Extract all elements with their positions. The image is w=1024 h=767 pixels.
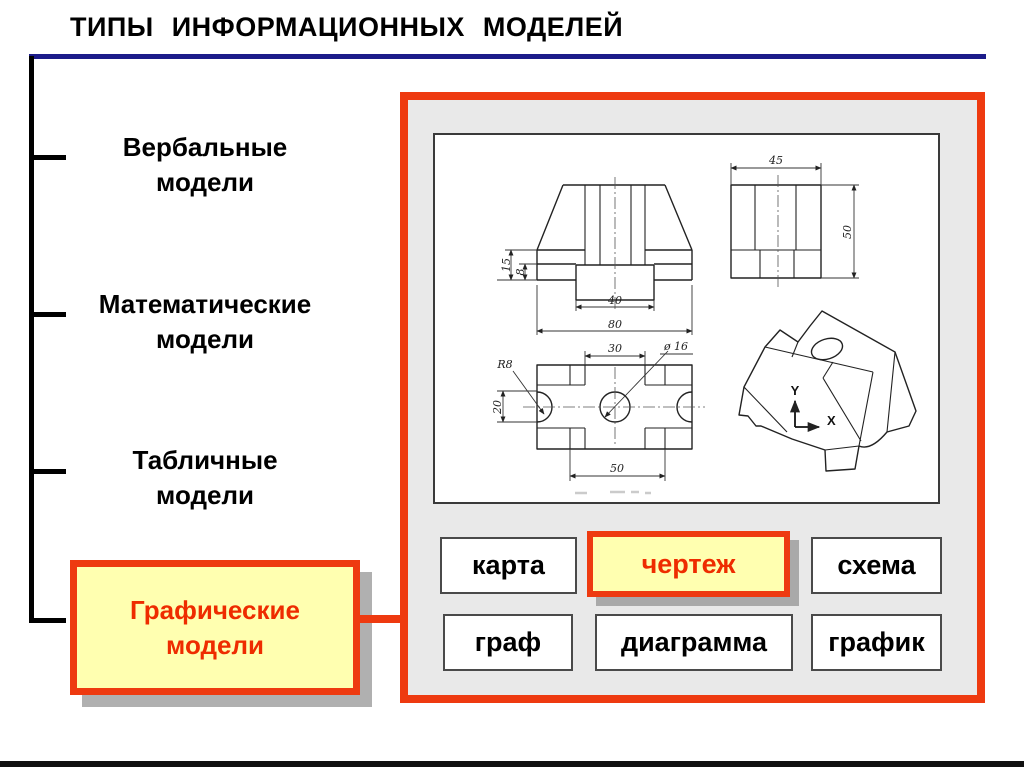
sidebar-item-tabular-line1: Табличные (132, 445, 278, 475)
sidebar-item-tabular (60, 443, 350, 513)
button-schema[interactable]: схема (811, 537, 942, 594)
sidebar-item-mathematical (60, 287, 350, 357)
isometric-view (739, 311, 916, 471)
dimension-label-15: 15 (500, 258, 513, 272)
dimension-label-40: 40 (608, 294, 622, 307)
button-diagram[interactable]: диаграмма (595, 614, 793, 671)
dimension-label-30: 30 (608, 342, 622, 355)
sidebar-item-mathematical-line2: модели (156, 324, 254, 354)
dimension-label-8: 8 (514, 268, 527, 276)
top-view (491, 340, 705, 481)
sidebar-item-verbal-line2: модели (156, 167, 254, 197)
axis-label-x: X (827, 413, 836, 428)
front-view (497, 177, 692, 335)
dimension-label-80: 80 (608, 318, 622, 331)
dimension-label-50-side: 50 (841, 225, 854, 239)
connector-line (355, 615, 405, 623)
dimension-label-d16: ø 16 (663, 340, 689, 353)
sidebar-item-graphic-line1: Графические (130, 594, 300, 625)
dimension-label-45: 45 (769, 154, 783, 167)
sidebar-item-tabular-line2: модели (156, 480, 254, 510)
side-view (731, 154, 859, 290)
page-title: ТИПЫ ИНФОРМАЦИОННЫХ МОДЕЛЕЙ (70, 12, 624, 42)
bottom-bar (0, 761, 1024, 767)
branch-tick-4 (29, 618, 66, 623)
dimension-label-50-top: 50 (610, 462, 624, 475)
sidebar-item-mathematical-line1: Математические (98, 289, 312, 319)
sidebar-item-verbal-line1: Вербальные (122, 132, 288, 162)
dimension-label-r8: R8 (497, 358, 513, 371)
technical-drawing (433, 133, 940, 504)
coordinate-axes (791, 383, 836, 428)
button-plot[interactable]: график (811, 614, 942, 671)
sidebar-item-graphic-line2: модели (166, 629, 264, 660)
axis-label-y: Y (790, 383, 800, 398)
faint-caption-marks (575, 492, 651, 493)
drawing-svg (435, 135, 938, 502)
title-underline (29, 54, 986, 59)
sidebar-item-graphic-models-box[interactable] (70, 560, 360, 695)
button-blueprint[interactable]: чертеж (587, 531, 790, 597)
button-map[interactable]: карта (440, 537, 577, 594)
button-graph[interactable]: граф (443, 614, 573, 671)
branch-trunk-line (29, 56, 34, 623)
dimension-label-20: 20 (491, 400, 504, 414)
sidebar-item-verbal (60, 130, 350, 200)
